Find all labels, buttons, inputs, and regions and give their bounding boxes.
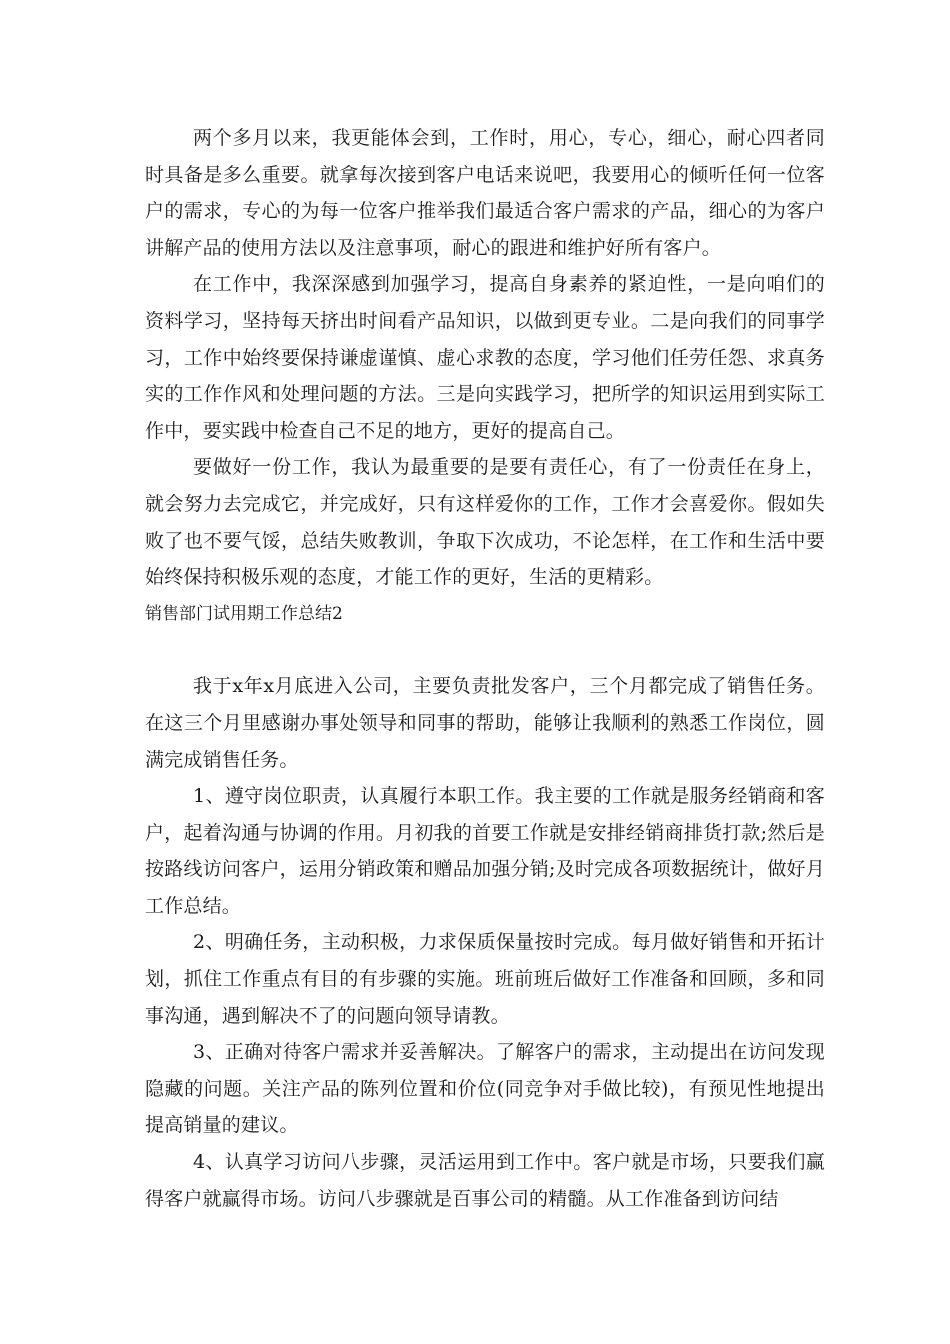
paragraph-6: 2、明确任务，主动积极，力求保质保量按时完成。每月做好销售和开拓计划，抓住工作重点有目的有步骤的实施。班前班后做好工作准备和回顾，多和同事沟通，遇到解决不了的问题向领导请教。: [145, 931, 825, 1027]
document-page: [145, 120, 825, 1217]
paragraph-7: 3、正确对待客户需求并妥善解决。了解客户的需求，主动提出在访问发现隐藏的问题。关注产品的陈列位置和价位(同竞争对手做比较)，有预见性地提出提高销量的建议。: [145, 1041, 825, 1137]
paragraph-4: 我于x年x月底进入公司，主要负责批发客户，三个月都完成了销售任务。在这三个月里感谢办事处领导和同事的帮助，能够让我顺利的熟悉工作岗位，圆满完成销售任务。: [145, 675, 825, 771]
paragraph-2: 在工作中，我深深感到加强学习，提高自身素养的紧迫性，一是向咱们的资料学习，坚持每天挤出时间看产品知识，以做到更专业。二是向我们的同事学习，工作中始终要保持谦虚谨慎、虚心求教的态度，学习他们任劳任怨、求真务实的工作作风和处理问题的方法。三是向实践学习，把所学的知识运用到实际工作中，要实践中检查自己不足的地方，更好的提高自己。: [145, 273, 825, 442]
paragraph-3: 要做好一份工作，我认为最重要的是要有责任心，有了一份责任在身上，就会努力去完成它，并完成好，只有这样爱你的工作，工作才会喜爱你。假如失败了也不要气馁，总结失败教训，争取下次成功，不论怎样，在工作和生活中要始终保持积极乐观的态度，才能工作的更好，生活的更精彩。: [145, 456, 825, 589]
paragraph-1: 两个多月以来，我更能体会到，工作时，用心，专心，细心，耐心四者同时具备是多么重要。就拿每次接到客户电话来说吧，我要用心的倾听任何一位客户的需求，专心的为每一位客户推举我们最适合客户需求的产品，细心的为客户讲解产品的使用方法以及注意事项，耐心的跟进和维护好所有客户。: [145, 127, 825, 259]
spacer: [145, 632, 825, 668]
paragraph-5: 1、遵守岗位职责，认真履行本职工作。我主要的工作就是服务经销商和客户，起着沟通与协调的作用。月初我的首要工作就是安排经销商排货打款;然后是按路线访问客户，运用分销政策和赠品加强分销;及时完成各项数据统计，做好月工作总结。: [145, 785, 825, 917]
section-heading: 销售部门试用期工作总结2: [145, 603, 343, 624]
paragraph-8: 4、认真学习访问八步骤，灵活运用到工作中。客户就是市场，只要我们赢得客户就赢得市场。访问八步骤就是百事公司的精髓。从工作准备到访问结: [145, 1151, 825, 1210]
